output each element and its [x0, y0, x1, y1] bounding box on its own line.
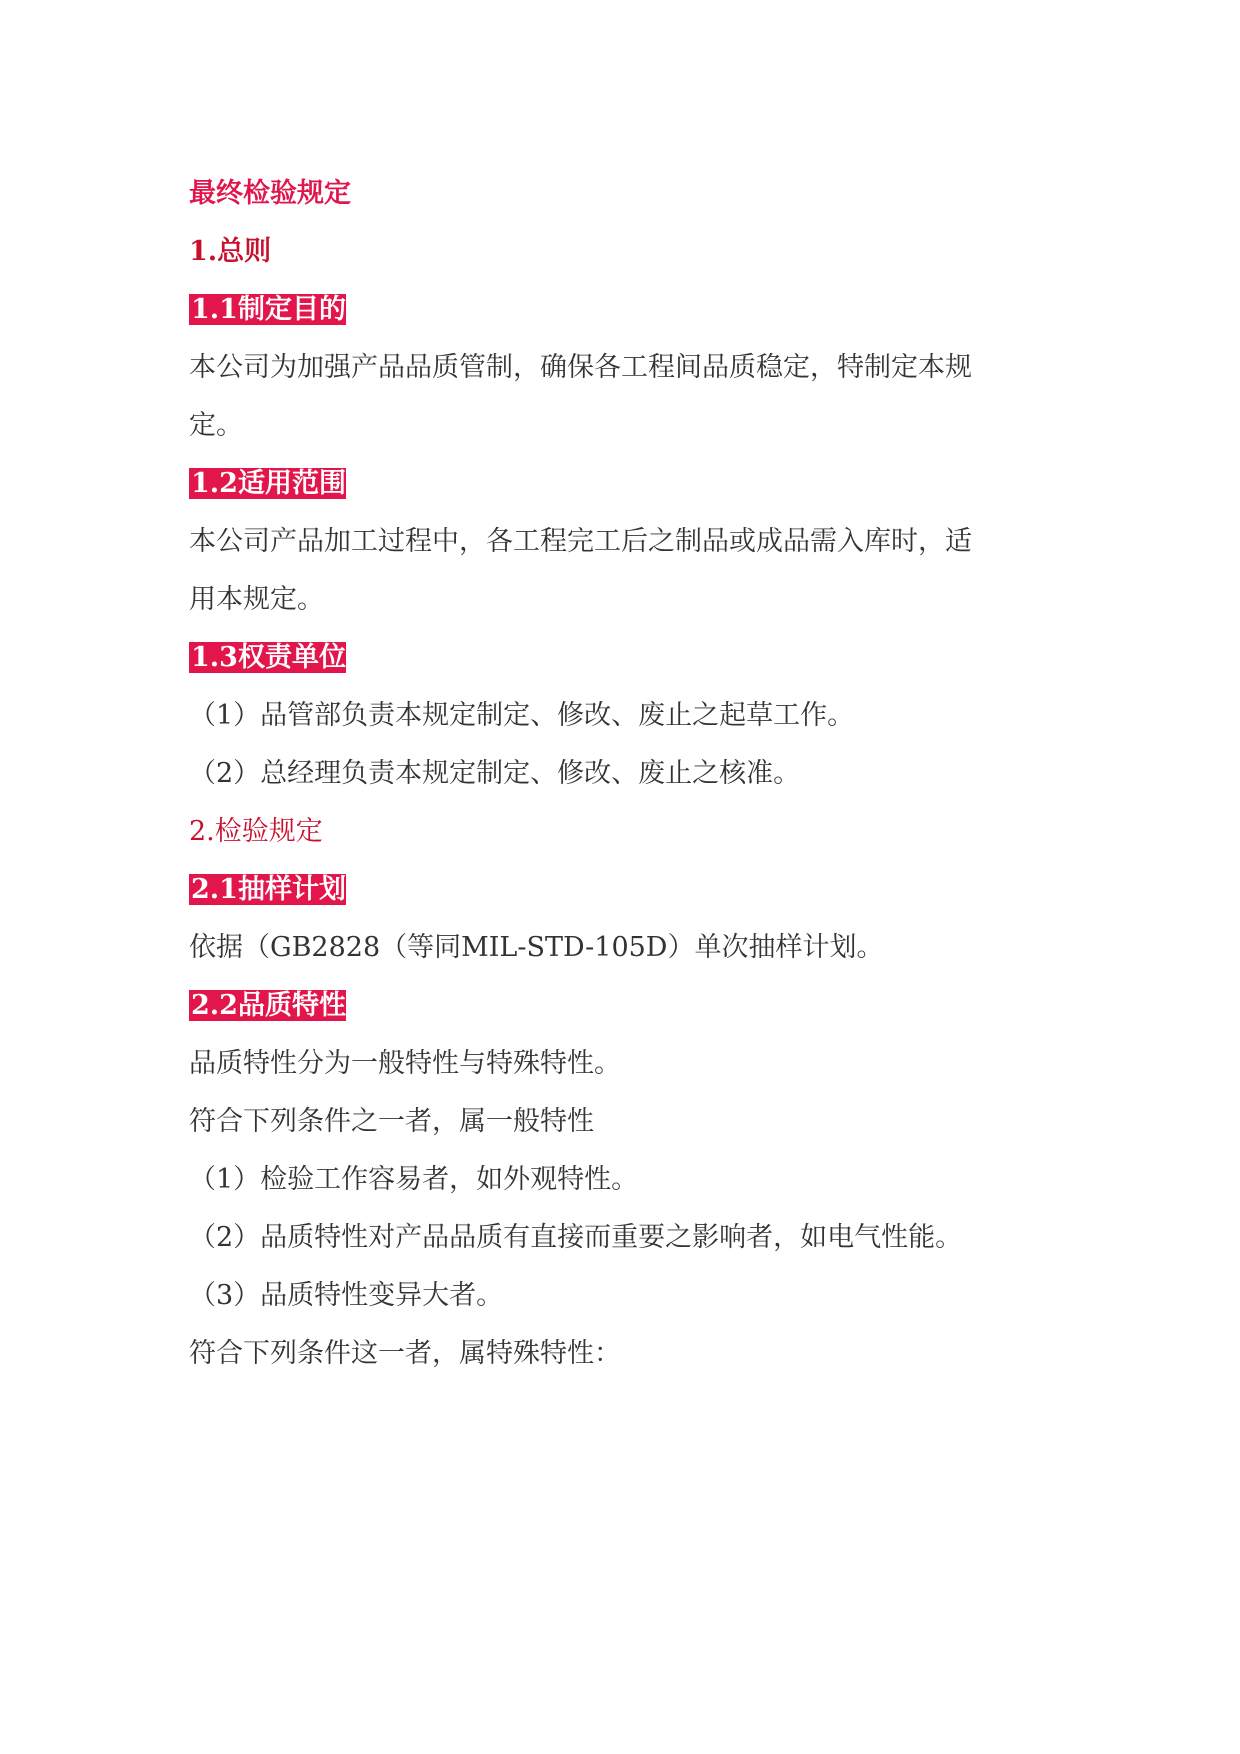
- section-1-heading: 1.总则: [189, 236, 272, 267]
- section-2-2-heading-row: [189, 988, 346, 1024]
- section-1-3-heading: 1.3权责单位: [191, 642, 346, 673]
- section-1-2-heading: 1.2适用范围: [191, 468, 346, 499]
- section-2-2-text-2: 符合下列条件之一者，属一般特性: [189, 1106, 594, 1137]
- section-2-2-item-2: （2）品质特性对产品品质有直接而重要之影响者，如电气性能。: [189, 1222, 963, 1253]
- section-1-3-item-1: （1）品管部负责本规定制定、修改、废止之起草工作。: [189, 700, 855, 731]
- section-1-1-heading: 1.1制定目的: [191, 294, 346, 325]
- section-2-1-heading-row: [189, 872, 346, 908]
- section-2-2-text-3: 符合下列条件这一者，属特殊特性：: [189, 1338, 621, 1369]
- section-1-1-heading-row: [189, 292, 346, 328]
- section-1-2-text-line1: 本公司产品加工过程中，各工程完工后之制品或成品需入库时，适: [189, 526, 972, 557]
- section-1-2-heading-row: [189, 466, 346, 502]
- section-2-heading: 2.检验规定: [189, 816, 323, 847]
- section-1-3-heading-row: [189, 640, 346, 676]
- section-2-2-text-1: 品质特性分为一般特性与特殊特性。: [189, 1048, 621, 1079]
- section-1-2-text-line2: 用本规定。: [189, 584, 324, 615]
- section-2-1-heading: 2.1抽样计划: [191, 874, 346, 905]
- section-1-3-item-2: （2）总经理负责本规定制定、修改、废止之核准。: [189, 758, 801, 789]
- section-1-1-text-line1: 本公司为加强产品品质管制，确保各工程间品质稳定，特制定本规: [189, 352, 972, 383]
- section-2-2-item-3: （3）品质特性变异大者。: [189, 1280, 504, 1311]
- section-2-2-item-1: （1）检验工作容易者，如外观特性。: [189, 1164, 639, 1195]
- section-1-1-text-line2: 定。: [189, 410, 243, 441]
- section-2-2-heading: 2.2品质特性: [191, 990, 346, 1021]
- section-2-1-text: 依据（GB2828（等同MIL-STD-105D）单次抽样计划。: [189, 932, 884, 963]
- document-title: 最终检验规定: [189, 178, 351, 209]
